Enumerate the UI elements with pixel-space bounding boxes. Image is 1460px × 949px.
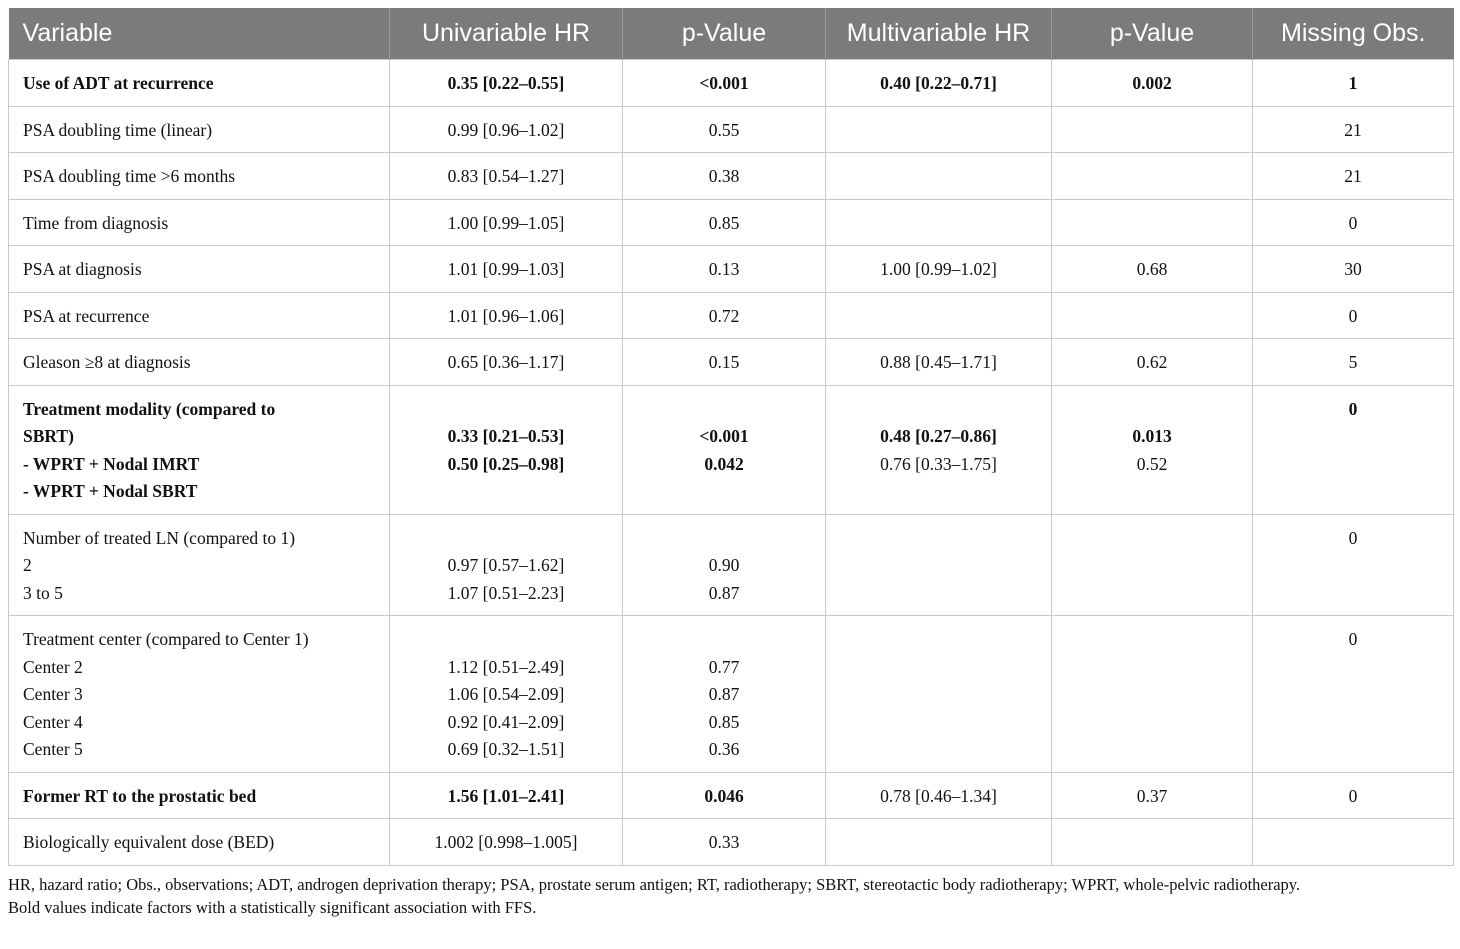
cell-line: 3 to 5: [23, 582, 63, 603]
cell-p-value-1: [623, 616, 826, 773]
cell-line: 0.90: [708, 555, 740, 575]
cell-line: 0.37: [1136, 785, 1168, 806]
cell-univariable-hr: [390, 616, 623, 773]
cell-p-value-1: [623, 246, 826, 293]
cell-line: [826, 303, 1051, 331]
cell-line: 1.00 [0.99–1.02]: [880, 259, 997, 279]
cell-line: [623, 396, 825, 424]
cell-line: 0.13: [708, 259, 740, 279]
cell-multivariable-hr: [826, 772, 1052, 819]
cell-p-value-1: [623, 514, 826, 616]
table-body: [9, 60, 1454, 866]
cell-line: 0.40 [0.22–0.71]: [880, 73, 997, 93]
cell-line: [1052, 163, 1252, 191]
cell-p-value-2: [1052, 339, 1253, 386]
col-header-multivariable-hr: Multivariable HR: [826, 8, 1052, 60]
cell-line: [826, 117, 1051, 145]
cell-line: 0.85: [708, 212, 740, 233]
cell-line: Time from diagnosis: [23, 212, 169, 233]
cell-line: [390, 396, 622, 424]
table-row: [9, 616, 1454, 773]
cell-line: 0.78 [0.46–1.34]: [880, 785, 997, 806]
cell-line: [1253, 829, 1453, 857]
table-row: [9, 385, 1454, 514]
cell-p-value-2: [1052, 153, 1253, 200]
cell-line: 0: [1348, 785, 1358, 806]
cell-line: 0.87: [708, 582, 740, 603]
cell-multivariable-hr: [826, 60, 1052, 107]
cell-line: <0.001: [699, 426, 749, 446]
cell-line: Gleason ≥8 at diagnosis: [23, 352, 191, 372]
cell-line: Treatment center (compared to Center 1): [23, 629, 309, 649]
header-row: [9, 8, 1454, 60]
cell-line: 0.35 [0.22–0.55]: [447, 73, 565, 93]
cell-univariable-hr: [390, 153, 623, 200]
table-row: [9, 246, 1454, 293]
cell-p-value-2: [1052, 514, 1253, 616]
cell-multivariable-hr: [826, 385, 1052, 514]
cell-missing-obs: [1253, 616, 1454, 773]
cell-line: 0: [1348, 305, 1358, 326]
cell-line: [826, 210, 1051, 238]
cell-line: 0.72: [708, 305, 740, 326]
cell-univariable-hr: [390, 514, 623, 616]
cell-multivariable-hr: [826, 292, 1052, 339]
cell-missing-obs: [1253, 772, 1454, 819]
footnote-bold-note: Bold values indicate factors with a statistically significant association with FFS.: [8, 897, 537, 917]
cell-p-value-2: [1052, 60, 1253, 107]
col-header-p-value-1: p-Value: [623, 8, 826, 60]
cell-line: PSA doubling time >6 months: [23, 166, 236, 186]
cell-line: [1052, 396, 1252, 424]
cell-line: [826, 829, 1051, 857]
cell-line: 0.50 [0.25–0.98]: [447, 453, 565, 474]
cell-line: 2: [23, 555, 32, 575]
cell-line: 0: [1348, 212, 1358, 233]
cell-line: 21: [1344, 119, 1362, 140]
cell-variable: [9, 616, 390, 773]
cell-univariable-hr: [390, 60, 623, 107]
cell-p-value-1: [623, 199, 826, 246]
cell-line: Center 2: [23, 656, 83, 677]
cell-line: [1052, 525, 1252, 553]
cell-line: 1.06 [0.54–2.09]: [447, 684, 565, 704]
cell-missing-obs: [1253, 339, 1454, 386]
cell-variable: [9, 153, 390, 200]
cell-multivariable-hr: [826, 106, 1052, 153]
col-header-variable: Variable: [9, 8, 390, 60]
cell-variable: [9, 106, 390, 153]
cell-line: 1.07 [0.51–2.23]: [447, 582, 565, 603]
cell-missing-obs: [1253, 106, 1454, 153]
cell-line: [1052, 117, 1252, 145]
cell-line: Biologically equivalent dose (BED): [23, 832, 275, 852]
cell-line: 0.55: [708, 119, 740, 140]
cell-univariable-hr: [390, 772, 623, 819]
cell-multivariable-hr: [826, 153, 1052, 200]
cell-line: 0.68: [1136, 259, 1168, 279]
cell-line: [826, 525, 1051, 553]
table-footnote: [8, 873, 1453, 919]
cell-multivariable-hr: [826, 514, 1052, 616]
cell-line: 1.01 [0.96–1.06]: [447, 305, 565, 326]
cell-p-value-1: [623, 819, 826, 866]
cell-line: - WPRT + Nodal IMRT: [23, 453, 200, 474]
cell-missing-obs: [1253, 514, 1454, 616]
cell-variable: [9, 292, 390, 339]
cell-line: Use of ADT at recurrence: [23, 73, 214, 93]
cell-p-value-2: [1052, 106, 1253, 153]
cell-p-value-2: [1052, 772, 1253, 819]
footnote-abbreviations: HR, hazard ratio; Obs., observations; ADT, androgen deprivation therapy; PSA, prostate serum antigen; RT, radiotherapy; SBRT, stereotactic body radiotherapy; WPRT, whole-pelvic radiotherapy.: [8, 874, 1301, 894]
cell-line: 0: [1348, 398, 1358, 419]
cell-multivariable-hr: [826, 819, 1052, 866]
cell-multivariable-hr: [826, 339, 1052, 386]
cell-line: [826, 396, 1051, 424]
cell-line: 0.85: [708, 711, 740, 732]
cell-variable: [9, 246, 390, 293]
cell-missing-obs: [1253, 819, 1454, 866]
cell-line: Center 4: [23, 711, 83, 732]
cell-variable: [9, 339, 390, 386]
cell-univariable-hr: [390, 292, 623, 339]
cell-line: Center 3: [23, 684, 83, 704]
cell-line: 0.33: [708, 832, 740, 852]
table-container: [8, 8, 1453, 919]
cell-line: Number of treated LN (compared to 1): [23, 527, 296, 548]
cell-line: 0.046: [704, 785, 744, 806]
cell-missing-obs: [1253, 199, 1454, 246]
cell-line: 0.38: [708, 166, 740, 186]
table-row: [9, 199, 1454, 246]
cell-line: PSA at diagnosis: [23, 259, 142, 279]
table-row: [9, 819, 1454, 866]
table-row: [9, 514, 1454, 616]
table-row: [9, 106, 1454, 153]
cell-variable: [9, 385, 390, 514]
cell-variable: [9, 514, 390, 616]
cell-univariable-hr: [390, 106, 623, 153]
cell-variable: [9, 819, 390, 866]
cell-missing-obs: [1253, 292, 1454, 339]
cell-line: 0.042: [704, 453, 744, 474]
cell-line: PSA at recurrence: [23, 305, 150, 326]
table-row: [9, 772, 1454, 819]
cell-univariable-hr: [390, 385, 623, 514]
cell-line: <0.001: [699, 73, 749, 93]
col-header-p-value-2: p-Value: [1052, 8, 1253, 60]
cell-missing-obs: [1253, 153, 1454, 200]
cell-line: [623, 626, 825, 654]
cell-line: 0.92 [0.41–2.09]: [447, 711, 565, 732]
cell-line: 0.62: [1136, 352, 1168, 372]
cell-line: 1.00 [0.99–1.05]: [447, 212, 565, 233]
cell-line: SBRT): [23, 426, 74, 446]
cell-line: 0: [1348, 629, 1358, 649]
cell-missing-obs: [1253, 385, 1454, 514]
cell-line: 1.002 [0.998–1.005]: [434, 832, 578, 852]
cell-p-value-2: [1052, 616, 1253, 773]
col-header-univariable-hr: Univariable HR: [390, 8, 623, 60]
cell-line: PSA doubling time (linear): [23, 119, 213, 140]
cell-p-value-1: [623, 292, 826, 339]
cell-line: 5: [1348, 352, 1358, 372]
cell-multivariable-hr: [826, 616, 1052, 773]
cell-p-value-1: [623, 385, 826, 514]
cell-line: [623, 525, 825, 553]
table-row: [9, 153, 1454, 200]
cell-line: Treatment modality (compared to: [23, 398, 276, 419]
cell-line: 0.48 [0.27–0.86]: [880, 426, 997, 446]
cell-p-value-1: [623, 339, 826, 386]
cell-p-value-1: [623, 60, 826, 107]
cell-line: 0.52: [1136, 453, 1168, 474]
cell-line: 1.12 [0.51–2.49]: [447, 656, 565, 677]
cell-p-value-1: [623, 106, 826, 153]
cell-variable: [9, 772, 390, 819]
cell-line: [390, 525, 622, 553]
cell-p-value-2: [1052, 199, 1253, 246]
cell-univariable-hr: [390, 246, 623, 293]
table-row: [9, 292, 1454, 339]
cell-missing-obs: [1253, 246, 1454, 293]
cell-line: 1: [1348, 73, 1358, 93]
cell-line: 0.002: [1132, 73, 1172, 93]
cell-line: 30: [1344, 259, 1362, 279]
cell-line: [826, 163, 1051, 191]
cell-line: 0.77: [708, 656, 740, 677]
cell-line: [1052, 303, 1252, 331]
cell-line: - WPRT + Nodal SBRT: [23, 481, 198, 501]
cell-variable: [9, 60, 390, 107]
cell-p-value-1: [623, 153, 826, 200]
cell-line: [1052, 210, 1252, 238]
cell-univariable-hr: [390, 199, 623, 246]
cell-line: [390, 626, 622, 654]
table-row: [9, 60, 1454, 107]
hazard-ratio-table: [8, 8, 1454, 866]
cell-line: 0.15: [708, 352, 740, 372]
col-header-missing-obs: Missing Obs.: [1253, 8, 1454, 60]
cell-line: 1.56 [1.01–2.41]: [447, 785, 565, 806]
cell-line: 0.36: [708, 739, 740, 759]
cell-line: 0.76 [0.33–1.75]: [880, 453, 997, 474]
cell-line: [826, 626, 1051, 654]
cell-line: [1052, 829, 1252, 857]
cell-line: 0.87: [708, 684, 740, 704]
cell-p-value-2: [1052, 819, 1253, 866]
cell-p-value-2: [1052, 385, 1253, 514]
cell-p-value-2: [1052, 246, 1253, 293]
cell-line: 0.83 [0.54–1.27]: [447, 166, 565, 186]
cell-line: 0.33 [0.21–0.53]: [447, 426, 565, 446]
cell-missing-obs: [1253, 60, 1454, 107]
cell-line: 0: [1348, 527, 1358, 548]
cell-line: 21: [1344, 166, 1362, 186]
cell-line: Former RT to the prostatic bed: [23, 785, 257, 806]
cell-line: [1052, 626, 1252, 654]
cell-multivariable-hr: [826, 199, 1052, 246]
cell-variable: [9, 199, 390, 246]
cell-line: 1.01 [0.99–1.03]: [447, 259, 565, 279]
cell-line: 0.013: [1132, 426, 1172, 446]
cell-p-value-1: [623, 772, 826, 819]
cell-line: 0.88 [0.45–1.71]: [880, 352, 997, 372]
table-row: [9, 339, 1454, 386]
cell-line: Center 5: [23, 739, 83, 759]
cell-line: 0.69 [0.32–1.51]: [447, 739, 565, 759]
cell-univariable-hr: [390, 339, 623, 386]
cell-univariable-hr: [390, 819, 623, 866]
cell-p-value-2: [1052, 292, 1253, 339]
cell-line: 0.65 [0.36–1.17]: [447, 352, 565, 372]
cell-multivariable-hr: [826, 246, 1052, 293]
cell-line: 0.99 [0.96–1.02]: [447, 119, 565, 140]
cell-line: 0.97 [0.57–1.62]: [447, 555, 565, 575]
